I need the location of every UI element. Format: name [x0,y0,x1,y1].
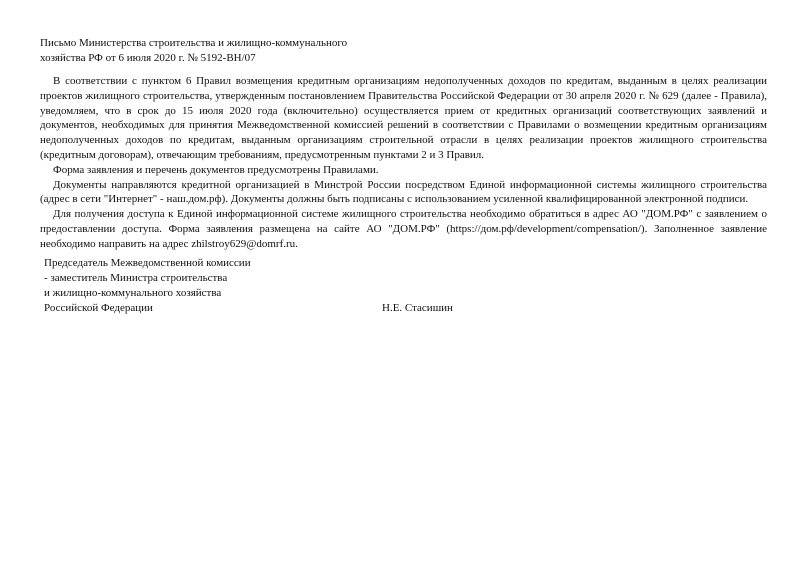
document-body [40,74,767,252]
signature-block [44,256,484,316]
paragraph: Документы направляются кредитной организацией в Минстрой России посредством Единой информационной системы жилищного строительства (адрес в сети "Интернет" - наш.дом.рф). Документы должны быть подписаны с использованием усиленной квалифицированной электронной подписи. [40,178,767,206]
signer-position-line: - заместитель Министра строительства [44,272,228,284]
signer-position-line: Председатель Межведомственной комиссии [44,257,251,269]
signature-last-row [44,301,484,316]
document-title [40,36,347,66]
signer-position-line: Российской Федерации [44,302,153,314]
title-line: Письмо Министерства строительства и жилищно-коммунального [40,37,348,49]
signer-position-line: и жилищно-коммунального хозяйства [44,287,222,299]
signer-name: Н.Е. Стасишин [382,302,453,314]
paragraph: В соответствии с пунктом 6 Правил возмещения кредитным организациям недополученных доходов по кредитам, выданным в целях реализации проектов жилищного строительства, утвержденным постановлением Правительства Российской Федерации от 30 апреля 2020 г. № 629 (далее - Правила), уведомляем, что в срок до 15 июля 2020 года (включительно) осуществляется прием от кредитных организаций соответствующих заявлений и документов, необходимых для принятия Межведомственной комиссией решений в соответствии с Правилами о возмещении кредитным организациям недополученных доходов по кредитам, выданным организациям строительной отрасли в целях реализации проектов жилищного строительства (кредитным договорам), отвечающим требованиям, предусмотренным пунктами 2 и 3 Правил. [40,75,767,161]
paragraph: Для получения доступа к Единой информационной системе жилищного строительства необходимо обратиться в адрес АО "ДОМ.РФ" с заявлением о предоставлении доступа. Форма заявления размещена на сайте АО "ДОМ.РФ" (https://дом.рф/development/compensation/). Заполненное заявление необходимо направить на адрес zhilstroy629@domrf.ru. [40,208,767,250]
title-line: хозяйства РФ от 6 июля 2020 г. № 5192-ВН/07 [40,52,256,64]
paragraph: Форма заявления и перечень документов предусмотрены Правилами. [53,163,379,176]
